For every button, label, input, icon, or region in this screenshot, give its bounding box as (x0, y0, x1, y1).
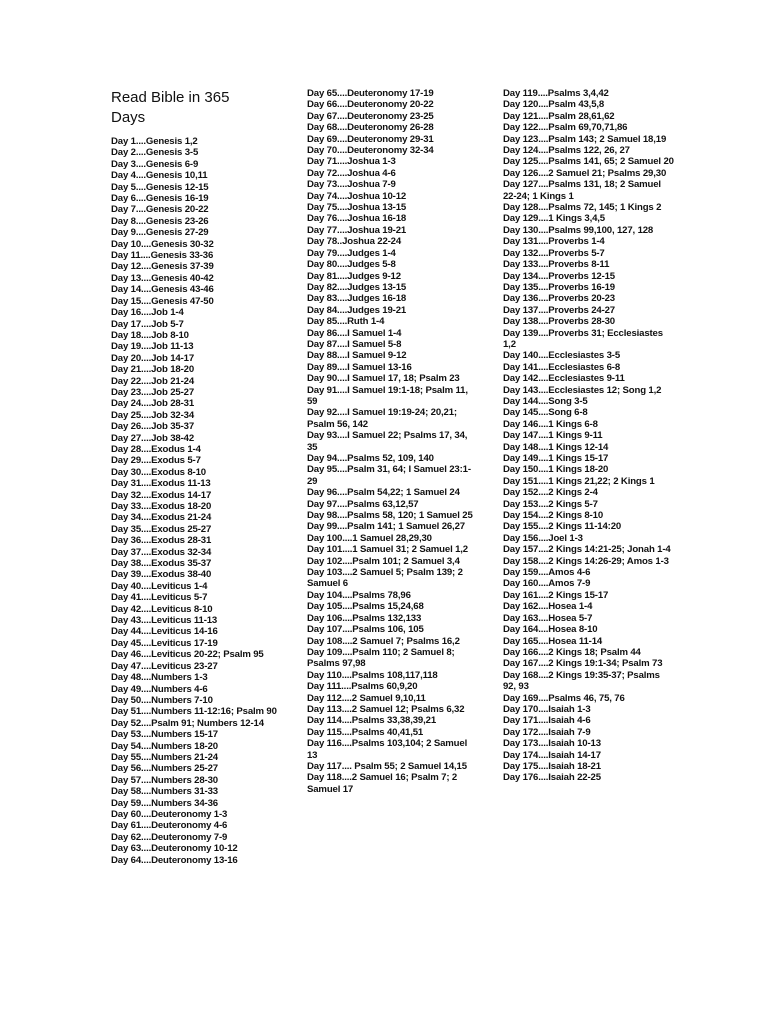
reading-entry: Day 154....2 Kings 8-10 (503, 510, 604, 522)
reading-entry: Day 66....Deuteronomy 20-22 (307, 99, 434, 111)
reading-entry: Day 81....Judges 9-12 (307, 270, 401, 282)
reading-entry: Day 101....1 Samuel 31; 2 Samuel 1,2 (307, 544, 468, 556)
reading-entry: Day 35....Exodus 25-27 (111, 523, 212, 535)
reading-entry: Day 42....Leviticus 8-10 (111, 603, 213, 615)
reading-entry: Day 144....Song 3-5 (503, 395, 588, 407)
reading-entry: Day 13....Genesis 40-42 (111, 272, 214, 284)
reading-entry: Day 148....1 Kings 12-14 (503, 441, 609, 453)
reading-entry: Day 140....Ecclesiastes 3-5 (503, 350, 621, 362)
reading-entry: Day 85....Ruth 1-4 (307, 316, 385, 328)
reading-entry: Day 173....Isaiah 10-13 (503, 738, 601, 750)
reading-entry: Day 38....Exodus 35-37 (111, 558, 212, 570)
reading-entry: Day 122....Psalm 69,70,71,86 (503, 122, 628, 134)
reading-entry: Day 146....1 Kings 6-8 (503, 418, 598, 430)
reading-entry: Day 61....Deuteronomy 4-6 (111, 820, 228, 832)
reading-entry: Day 102....Psalm 101; 2 Samuel 3,4 (307, 555, 460, 567)
reading-entry: Day 79....Judges 1-4 (307, 247, 396, 259)
reading-entry: Day 12....Genesis 37-39 (111, 261, 214, 273)
reading-entry: Day 115....Psalms 40,41,51 (307, 726, 424, 738)
reading-entry: Day 169....Psalms 46, 75, 76 (503, 692, 625, 704)
reading-entry: Day 158....2 Kings 14:26-29; Amos 1-3 (503, 555, 669, 567)
reading-entry: Day 105....Psalms 15,24,68 (307, 601, 424, 613)
reading-entry: Day 44....Leviticus 14-16 (111, 626, 218, 638)
reading-entry: Day 23....Job 25-27 (111, 386, 195, 398)
reading-entry: Day 50....Numbers 7-10 (111, 694, 213, 706)
reading-entry: Day 29....Exodus 5-7 (111, 455, 201, 467)
reading-entry: Day 45....Leviticus 17-19 (111, 637, 218, 649)
reading-entry: Day 174....Isaiah 14-17 (503, 749, 601, 761)
reading-entry: Day 157....2 Kings 14:21-25; Jonah 1-4 (503, 544, 671, 556)
reading-entry: Day 53....Numbers 15-17 (111, 729, 218, 741)
reading-entry: Day 31....Exodus 11-13 (111, 478, 211, 490)
reading-entry: Day 164....Hosea 8-10 (503, 624, 598, 636)
reading-entry: Day 39....Exodus 38-40 (111, 569, 212, 581)
reading-entry: Day 128....Psalms 72, 145; 1 Kings 2 (503, 202, 662, 214)
reading-entry: Day 166....2 Kings 18; Psalm 44 (503, 646, 641, 658)
reading-entry: Day 114....Psalms 33,38,39,21 (307, 715, 437, 727)
reading-entry: Day 112....2 Samuel 9,10,11 (307, 692, 426, 704)
reading-entry: Day 52....Psalm 91; Numbers 12-14 (111, 717, 264, 729)
reading-entry: Day 86....I Samuel 1-4 (307, 327, 402, 339)
reading-entry: Day 95....Psalm 31, 64; I Samuel 23:1-29 (307, 464, 471, 487)
reading-entry: Day 48....Numbers 1-3 (111, 672, 208, 684)
reading-entry: Day 152....2 Kings 2-4 (503, 487, 598, 499)
reading-entry: Day 59....Numbers 34-36 (111, 797, 218, 809)
reading-entry: Day 69....Deuteronomy 29-31 (307, 133, 434, 145)
reading-entry: Day 18....Job 8-10 (111, 329, 189, 341)
reading-entry: Day 98....Psalms 58, 120; 1 Samuel 25 (307, 510, 473, 522)
reading-entry: Day 73....Joshua 7-9 (307, 179, 396, 191)
reading-entry: Day 54....Numbers 18-20 (111, 740, 218, 752)
reading-entry: Day 91....I Samuel 19:1-18; Psalm 11, 59 (307, 384, 468, 407)
reading-entry: Day 16....Job 1-4 (111, 307, 184, 319)
reading-entry: Day 41....Leviticus 5-7 (111, 592, 208, 604)
reading-entry: Day 22....Job 21-24 (111, 375, 195, 387)
reading-entry: Day 132....Proverbs 5-7 (503, 247, 605, 259)
reading-entry: Day 156....Joel 1-3 (503, 532, 583, 544)
reading-entry: Day 175....Isaiah 18-21 (503, 760, 601, 772)
reading-entry: Day 147....1 Kings 9-11 (503, 430, 603, 442)
reading-entry: Day 47....Leviticus 23-27 (111, 660, 218, 672)
reading-entry: Day 137....Proverbs 24-27 (503, 304, 615, 316)
reading-entry: Day 34....Exodus 21-24 (111, 512, 212, 524)
reading-entry: Day 141....Ecclesiastes 6-8 (503, 361, 621, 373)
reading-entry: Day 161....2 Kings 15-17 (503, 589, 609, 601)
reading-entry: Day 121....Psalm 28,61,62 (503, 110, 615, 122)
reading-entry: Day 109....Psalm 110; 2 Samuel 8; Psalms 97,98 (307, 646, 455, 670)
reading-entry: Day 142....Ecclesiastes 9-11 (503, 373, 625, 385)
reading-entry: Day 106....Psalms 132,133 (307, 612, 422, 624)
reading-entry: Day 153....2 Kings 5-7 (503, 498, 598, 510)
reading-entry: Day 78..Joshua 22-24 (307, 236, 402, 248)
reading-entry: Day 9....Genesis 27-29 (111, 227, 209, 239)
reading-entry: Day 138....Proverbs 28-30 (503, 316, 615, 328)
reading-entry: Day 89....I Samuel 13-16 (307, 361, 412, 373)
reading-entry: Day 163....Hosea 5-7 (503, 612, 593, 624)
reading-entry: Day 63....Deuteronomy 10-12 (111, 843, 238, 855)
reading-entry: Day 134....Proverbs 12-15 (503, 270, 615, 282)
reading-entry: Day 151....1 Kings 21,22; 2 Kings 1 (503, 475, 655, 487)
reading-entry: Day 64....Deuteronomy 13-16 (111, 854, 238, 866)
page-title: Read Bible in 365 Days (111, 89, 230, 126)
reading-entry: Day 124....Psalms 122, 26, 27 (503, 145, 630, 157)
reading-entry: Day 123....Psalm 143; 2 Samuel 18,19 (503, 133, 667, 145)
reading-entry: Day 2....Genesis 3-5 (111, 147, 199, 159)
reading-entry: Day 15....Genesis 47-50 (111, 295, 214, 307)
reading-entry: Day 170....Isaiah 1-3 (503, 703, 591, 715)
reading-entry: Day 5....Genesis 12-15 (111, 181, 209, 193)
reading-entry: Day 10....Genesis 30-32 (111, 238, 214, 250)
reading-entry: Day 51....Numbers 11-12:16; Psalm 90 (111, 706, 277, 718)
reading-entry: Day 82....Judges 13-15 (307, 281, 407, 293)
reading-entry: Day 70....Deuteronomy 32-34 (307, 145, 434, 157)
reading-entry: Day 74....Joshua 10-12 (307, 190, 407, 202)
reading-entry: Day 96....Psalm 54,22; 1 Samuel 24 (307, 487, 460, 499)
reading-entry: Day 150....1 Kings 18-20 (503, 464, 609, 476)
reading-entry: Day 113....2 Samuel 12; Psalms 6,32 (307, 703, 465, 715)
reading-entry: Day 14....Genesis 43-46 (111, 284, 214, 296)
reading-entry: Day 71....Joshua 1-3 (307, 156, 396, 168)
reading-entry: Day 60....Deuteronomy 1-3 (111, 808, 228, 820)
reading-entry: Day 155....2 Kings 11-14:20 (503, 521, 622, 533)
reading-entry: Day 67....Deuteronomy 23-25 (307, 110, 434, 122)
reading-entry: Day 130....Psalms 99,100, 127, 128 (503, 224, 654, 236)
reading-entry: Day 167....2 Kings 19:1-34; Psalm 73 (503, 658, 663, 670)
reading-entry: Day 136....Proverbs 20-23 (503, 293, 615, 305)
reading-entry: Day 27....Job 38-42 (111, 432, 195, 444)
reading-entry: Day 76....Joshua 16-18 (307, 213, 407, 225)
column-1 (111, 88, 281, 866)
reading-entry: Day 6....Genesis 16-19 (111, 193, 209, 205)
reading-entry: Day 40....Leviticus 1-4 (111, 580, 208, 592)
reading-entry: Day 127....Psalms 131, 18; 2 Samuel 22-24; 1 Kings 1 (503, 179, 661, 202)
reading-entry: Day 135....Proverbs 16-19 (503, 281, 615, 293)
reading-entry: Day 56....Numbers 25-27 (111, 763, 218, 775)
reading-entry: Day 87....I Samuel 5-8 (307, 338, 402, 350)
reading-list-col-3 (503, 88, 675, 784)
reading-entry: Day 92....I Samuel 19:19-24; 20,21; Psalm 56, 142 (307, 407, 457, 430)
reading-entry: Day 55....Numbers 21-24 (111, 751, 218, 763)
reading-entry: Day 172....Isaiah 7-9 (503, 726, 591, 738)
reading-entry: Day 99....Psalm 141; 1 Samuel 26,27 (307, 521, 465, 533)
reading-entry: Day 7....Genesis 20-22 (111, 204, 209, 216)
reading-entry: Day 25....Job 32-34 (111, 409, 195, 421)
reading-entry: Day 80....Judges 5-8 (307, 259, 396, 271)
reading-entry: Day 97....Psalms 63,12,57 (307, 498, 419, 510)
reading-entry: Day 65....Deuteronomy 17-19 (307, 88, 434, 99)
reading-entry: Day 84....Judges 19-21 (307, 304, 407, 316)
reading-entry: Day 19....Job 11-13 (111, 341, 194, 353)
reading-entry: Day 88....I Samuel 9-12 (307, 350, 407, 362)
reading-entry: Day 118....2 Samuel 16; Psalm 7; 2 Samuel 17 (307, 772, 458, 795)
reading-entry: Day 129....1 Kings 3,4,5 (503, 213, 605, 225)
reading-entry: Day 168....2 Kings 19:35-37; Psalms 92, 93 (503, 669, 660, 693)
reading-entry: Day 77....Joshua 19-21 (307, 224, 407, 236)
reading-entry: Day 33....Exodus 18-20 (111, 501, 212, 512)
reading-entry: Day 149....1 Kings 15-17 (503, 453, 609, 464)
reading-entry: Day 165....Hosea 11-14 (503, 635, 603, 647)
reading-entry: Day 171....Isaiah 4-6 (503, 715, 591, 727)
reading-entry: Day 30....Exodus 8-10 (111, 466, 206, 478)
reading-entry: Day 126....2 Samuel 21; Psalms 29,30 (503, 167, 667, 179)
reading-entry: Day 32....Exodus 14-17 (111, 489, 212, 501)
reading-entry: Day 103....2 Samuel 5; Psalm 139; 2 Samuel 6 (307, 567, 463, 590)
reading-entry: Day 4....Genesis 10,11 (111, 170, 208, 182)
reading-entry: Day 104....Psalms 78,96 (307, 589, 411, 601)
reading-entry: Day 119....Psalms 3,4,42 (503, 88, 609, 99)
reading-entry: Day 162....Hosea 1-4 (503, 601, 593, 613)
reading-entry: Day 100....1 Samuel 28,29,30 (307, 532, 432, 544)
reading-entry: Day 90....I Samuel 17, 18; Psalm 23 (307, 373, 460, 385)
reading-entry: Day 57....Numbers 28-30 (111, 774, 218, 786)
reading-entry: Day 17....Job 5-7 (111, 318, 184, 330)
reading-entry: Day 160....Amos 7-9 (503, 578, 591, 590)
reading-entry: Day 3....Genesis 6-9 (111, 158, 199, 170)
reading-entry: Day 111....Psalms 60,9,20 (307, 681, 418, 693)
reading-entry: Day 117.... Psalm 55; 2 Samuel 14,15 (307, 760, 467, 772)
reading-entry: Day 11....Genesis 33-36 (111, 250, 214, 262)
reading-entry: Day 120....Psalm 43,5,8 (503, 99, 605, 111)
reading-entry: Day 145....Song 6-8 (503, 407, 588, 419)
column-3 (503, 88, 675, 784)
reading-entry: Day 43....Leviticus 11-13 (111, 615, 218, 627)
reading-entry: Day 20....Job 14-17 (111, 352, 195, 364)
reading-list-col-1 (111, 136, 281, 866)
reading-entry: Day 72....Joshua 4-6 (307, 167, 396, 179)
reading-entry: Day 37....Exodus 32-34 (111, 546, 212, 558)
reading-entry: Day 176....Isaiah 22-25 (503, 772, 601, 784)
reading-entry: Day 131....Proverbs 1-4 (503, 236, 605, 248)
reading-entry: Day 75....Joshua 13-15 (307, 202, 407, 214)
reading-entry: Day 107....Psalms 106, 105 (307, 624, 424, 636)
reading-entry: Day 8....Genesis 23-26 (111, 215, 209, 227)
reading-entry: Day 108....2 Samuel 7; Psalms 16,2 (307, 635, 460, 647)
column-2 (307, 88, 479, 795)
reading-entry: Day 1....Genesis 1,2 (111, 136, 198, 147)
reading-entry: Day 83....Judges 16-18 (307, 293, 407, 305)
reading-entry: Day 159....Amos 4-6 (503, 567, 591, 579)
reading-entry: Day 116....Psalms 103,104; 2 Samuel 13 (307, 738, 468, 761)
reading-list-col-2 (307, 88, 479, 795)
reading-entry: Day 36....Exodus 28-31 (111, 535, 212, 547)
reading-entry: Day 110....Psalms 108,117,118 (307, 669, 438, 681)
reading-entry: Day 58....Numbers 31-33 (111, 786, 218, 798)
reading-entry: Day 143....Ecclesiastes 12; Song 1,2 (503, 384, 662, 396)
reading-entry: Day 125....Psalms 141, 65; 2 Samuel 20 (503, 156, 674, 168)
reading-entry: Day 133....Proverbs 8-11 (503, 259, 610, 271)
reading-entry: Day 24....Job 28-31 (111, 398, 195, 410)
reading-entry: Day 21....Job 18-20 (111, 364, 195, 376)
reading-entry: Day 26....Job 35-37 (111, 421, 195, 433)
reading-entry: Day 62....Deuteronomy 7-9 (111, 831, 228, 843)
reading-entry: Day 94....Psalms 52, 109, 140 (307, 453, 434, 464)
reading-entry: Day 46....Leviticus 20-22; Psalm 95 (111, 649, 264, 661)
reading-entry: Day 93....I Samuel 22; Psalms 17, 34, 35 (307, 430, 468, 453)
reading-entry: Day 68....Deuteronomy 26-28 (307, 122, 434, 134)
reading-entry: Day 139....Proverbs 31; Ecclesiastes 1,2 (503, 327, 663, 350)
reading-entry: Day 28....Exodus 1-4 (111, 443, 201, 455)
reading-entry: Day 49....Numbers 4-6 (111, 683, 208, 695)
